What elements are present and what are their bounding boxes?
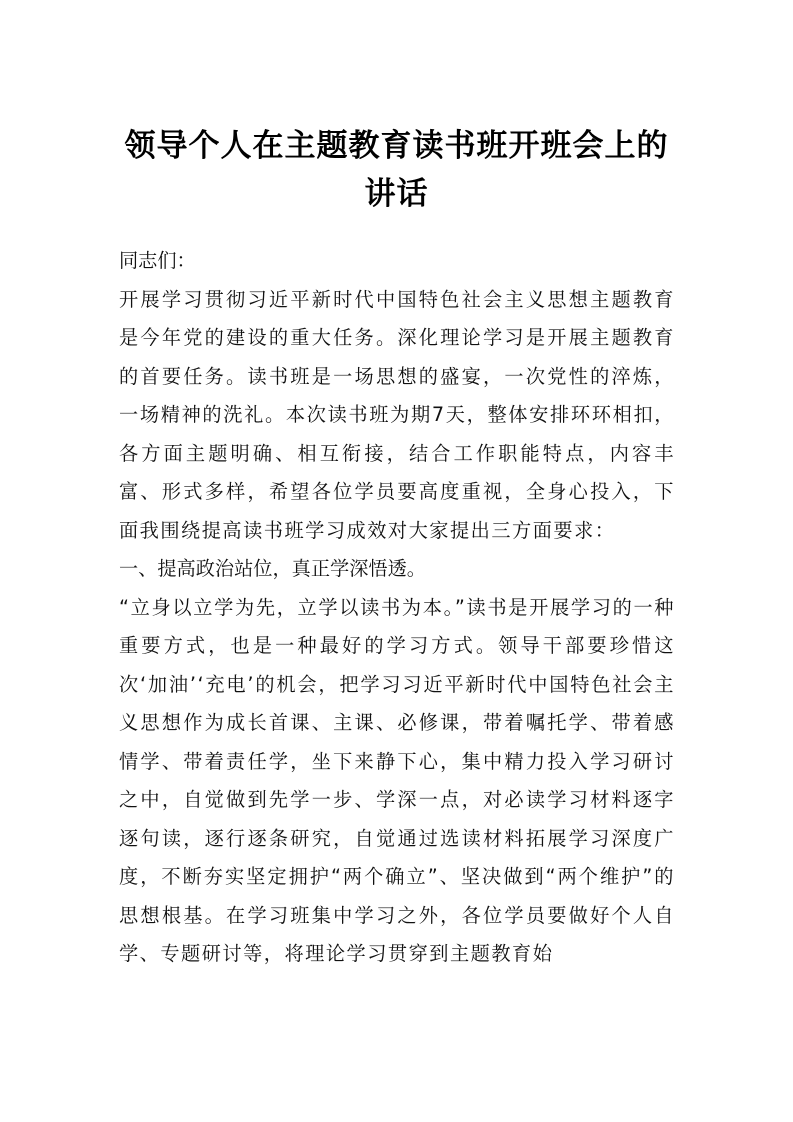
- document-body: [119, 242, 675, 974]
- section-heading-1: 一、提高政治站位，真正学深悟透。: [119, 557, 426, 580]
- salutation: 同志们：: [119, 249, 196, 272]
- paragraph-intro: 开展学习贯彻习近平新时代中国特色社会主义思想主题教育是今年党的建设的重大任务。深化理论学习是开展主题教育的首要任务。读书班是一场思想的盛宴，一次党性的淬炼，一场精神的洗礼。本次读书班为期7天，整体安排环环相扣，各方面主题明确、相互衔接，结合工作职能特点，内容丰富、形式多样，希望各位学员要高度重视，全身心投入，下面我围绕提高读书班学习成效对大家提出三方面要求：: [119, 287, 675, 542]
- document-title: 领导个人在主题教育读书班开班会上的讲话: [124, 128, 669, 212]
- paragraph-section-1: “立身以立学为先，立学以读书为本。”读书是开展学习的一种重要方式，也是一种最好的学习方式。领导干部要珍惜这次‘加油’‘充电’的机会，把学习习近平新时代中国特色社会主义思想作为成长首课、主课、必修课，带着嘱托学、带着感情学、带着责任学，坐下来静下心，集中精力投入学习研讨之中，自觉做到先学一步、学深一点，对必读学习材料逐字逐句读，逐行逐条研究，自觉通过选读材料拓展学习深度广度，不断夯实坚定拥护“两个确立”、坚决做到“两个维护”的思想根基。在学习班集中学习之外，各位学员要做好个人自学、专题研讨等，将理论学习贯穿到主题教育始: [119, 595, 675, 965]
